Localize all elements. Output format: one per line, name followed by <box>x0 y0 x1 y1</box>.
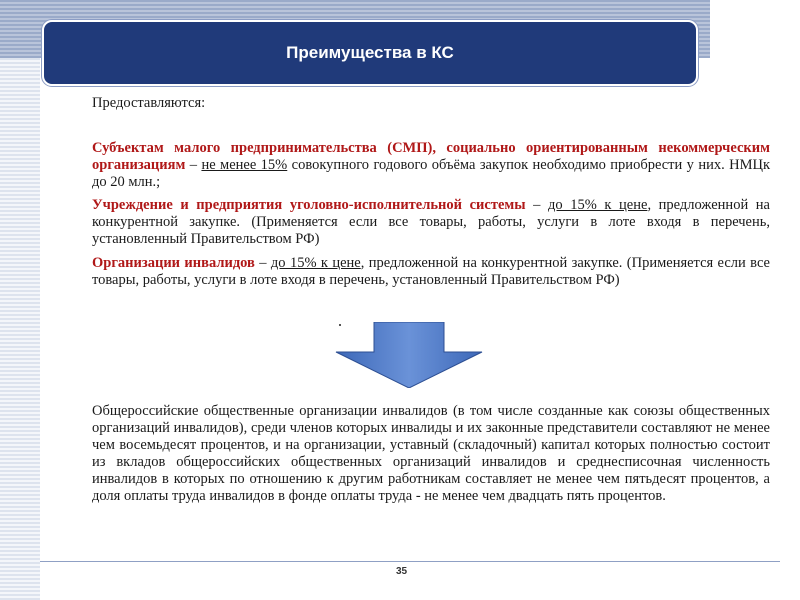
smp-heading: Субъектам малого предпринимательства (СМП), социально ориентированным некоммерческим организациям <box>92 140 770 173</box>
disabled-orgs-quota: до 15% к цене <box>270 255 361 271</box>
smp-quota: не менее 15% <box>201 157 288 173</box>
slide-title: Преимущества в КС <box>286 43 454 62</box>
decorative-stripes-left <box>0 0 40 600</box>
smp-detail: совокупного годового объёма закупок необходимо приобрести у них. НМЦк до 20 млн.; <box>92 157 770 190</box>
page-number: 35 <box>396 566 408 577</box>
title-banner <box>42 20 698 86</box>
uis-quota: до 15% к цене <box>548 197 648 213</box>
lower-paragraph: Общероссийские общественные организации инвалидов (в том числе созданные как союзы общественных организаций инвалидов), среди членов которых инвалиды и их законные представители составляют не менее чем восемьдесят процентов, и на организации, уставный (складочный) капитал которых полностью состоит из вкладов общероссийских общественных организаций инвалидов и среднесписочная численность инвалидов в которых по отношению к другим работникам составляет не менее чем пятьдесят процентов, а доля оплаты труда инвалидов в фонде оплаты труда - не менее чем двадцать пять процентов. <box>92 403 770 504</box>
paragraph-disabled-orgs <box>92 255 770 289</box>
down-arrow-icon <box>334 322 484 388</box>
disabled-orgs-dash: – <box>254 255 271 271</box>
uis-heading: Учреждение и предприятия уголовно-исполнительной системы <box>92 197 526 213</box>
paragraph-uis <box>92 197 770 248</box>
disabled-orgs-heading: Организации инвалидов <box>92 255 255 271</box>
smp-dash: – <box>185 157 202 173</box>
disabled-orgs-detail: , предложенной на конкурентной закупке. (Применяется если все товары, работы, услуги в лоте входя в перечень, установленный Правительством РФ) <box>92 255 770 288</box>
footer-divider <box>40 561 780 562</box>
intro-text: Предоставляются: <box>92 95 206 111</box>
uis-detail: , предложенной на конкурентной закупке. (Применяется если все товары, работы, услуги в лоте входя в перечень, установленный Правительством РФ) <box>92 197 770 247</box>
paragraph-smp <box>92 140 770 191</box>
uis-dash: – <box>525 197 549 213</box>
